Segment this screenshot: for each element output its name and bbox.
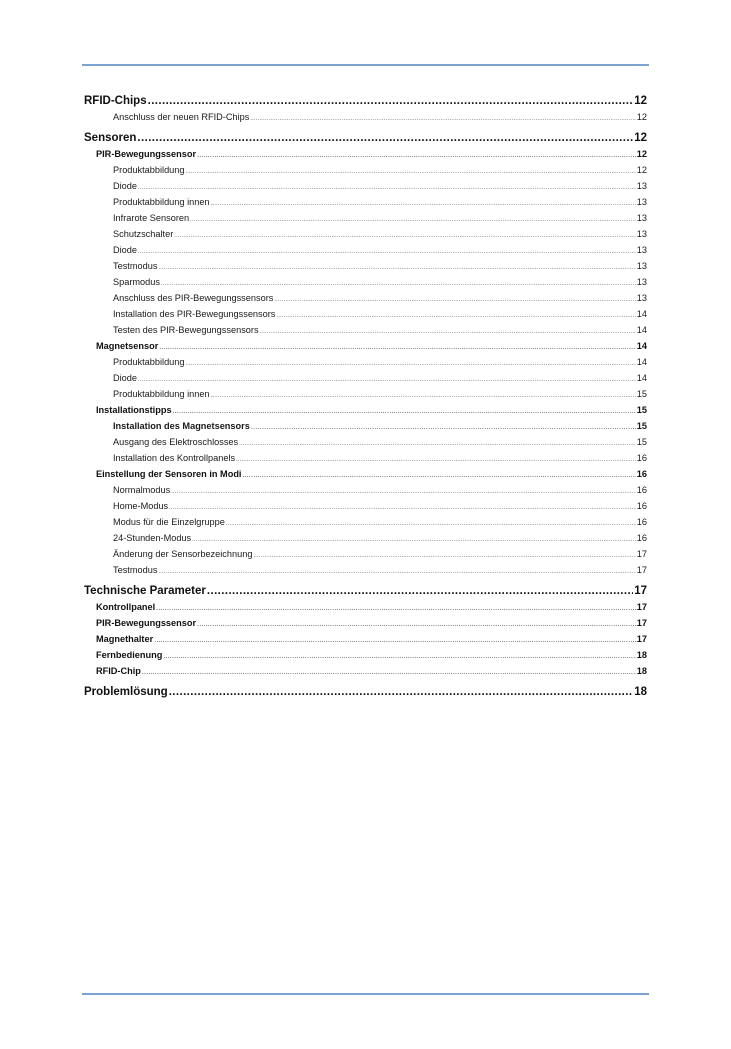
dot-leader <box>207 583 633 599</box>
toc-entry-title: PIR-Bewegungssensor <box>96 618 197 628</box>
toc-entry-title: Schutzschalter <box>113 229 174 239</box>
toc-entry[interactable] <box>84 615 647 631</box>
toc-entry-title: Testen des PIR-Bewegungssensors <box>113 325 259 335</box>
toc-entry-page-number: 15 <box>636 405 647 415</box>
toc-entry-page-number: 17 <box>636 618 647 628</box>
toc-entry-title: Produktabbildung innen <box>113 197 210 207</box>
toc-entry-page-number: 13 <box>636 277 647 287</box>
toc-entry[interactable] <box>84 178 647 194</box>
toc-entry-page-number: 14 <box>636 325 647 335</box>
toc-entry[interactable] <box>84 146 647 162</box>
toc-entry-title: 24-Stunden-Modus <box>113 533 192 543</box>
dot-leader <box>169 684 634 700</box>
toc-entry[interactable] <box>84 258 647 274</box>
toc-entry-title: Produktabbildung innen <box>113 389 210 399</box>
toc-entry-page-number: 17 <box>636 602 647 612</box>
toc-entry[interactable] <box>84 599 647 615</box>
toc-entry[interactable] <box>84 647 647 663</box>
toc-entry-title: RFID-Chips <box>84 95 147 107</box>
dot-leader <box>148 93 634 109</box>
toc-entry-title: Technische Parameter <box>84 585 206 597</box>
toc-entry-page-number: 13 <box>636 213 647 223</box>
dot-leader <box>138 372 636 386</box>
dot-leader <box>197 617 636 631</box>
toc-entry-page-number: 13 <box>636 181 647 191</box>
toc-entry-title: Produktabbildung <box>113 357 185 367</box>
toc-entry-title: Anschluss des PIR-Bewegungssensors <box>113 293 274 303</box>
toc-entry[interactable] <box>84 562 647 578</box>
dot-leader <box>211 196 636 210</box>
dot-leader <box>236 452 636 466</box>
toc-entry-page-number: 13 <box>636 245 647 255</box>
toc-entry-page-number: 14 <box>636 341 647 351</box>
toc-entry-title: Kontrollpanel <box>96 602 156 612</box>
dot-leader <box>186 164 636 178</box>
toc-entry[interactable] <box>84 306 647 322</box>
toc-entry[interactable] <box>84 498 647 514</box>
toc-entry[interactable] <box>84 274 647 290</box>
toc-entry-page-number: 15 <box>636 389 647 399</box>
toc-entry-page-number: 14 <box>636 357 647 367</box>
toc-entry-title: Diode <box>113 373 138 383</box>
toc-entry[interactable] <box>84 386 647 402</box>
toc-entry-title: Installation des PIR-Bewegungssensors <box>113 309 276 319</box>
toc-entry-page-number: 18 <box>634 686 647 698</box>
toc-entry-title: Magnethalter <box>96 634 154 644</box>
toc-entry[interactable] <box>84 583 647 599</box>
toc-entry-page-number: 16 <box>636 533 647 543</box>
toc-entry[interactable] <box>84 546 647 562</box>
dot-leader <box>159 340 635 354</box>
toc-entry-page-number: 15 <box>636 421 647 431</box>
toc-entry-title: Normalmodus <box>113 485 171 495</box>
toc-entry-page-number: 16 <box>636 485 647 495</box>
dot-leader <box>186 356 636 370</box>
toc-entry-page-number: 16 <box>636 517 647 527</box>
toc-entry[interactable] <box>84 663 647 679</box>
toc-entry-title: Anschluss der neuen RFID-Chips <box>113 112 250 122</box>
toc-entry[interactable] <box>84 130 647 146</box>
toc-entry-title: Installationstipps <box>96 405 172 415</box>
toc-entry[interactable] <box>84 450 647 466</box>
toc-entry[interactable] <box>84 338 647 354</box>
toc-entry-page-number: 13 <box>636 261 647 271</box>
dot-leader <box>171 484 636 498</box>
dot-leader <box>251 420 636 434</box>
toc-entry-page-number: 18 <box>636 666 647 676</box>
toc-entry-page-number: 14 <box>636 309 647 319</box>
toc-entry[interactable] <box>84 242 647 258</box>
toc-entry-title: Fernbedienung <box>96 650 163 660</box>
dot-leader <box>173 404 636 418</box>
toc-entry[interactable] <box>84 162 647 178</box>
dot-leader <box>276 308 635 322</box>
toc-entry-page-number: 13 <box>636 229 647 239</box>
table-of-contents <box>84 93 647 700</box>
toc-entry-page-number: 16 <box>636 453 647 463</box>
dot-leader <box>197 148 636 162</box>
dot-leader <box>239 436 636 450</box>
toc-entry-page-number: 16 <box>636 469 647 479</box>
dot-leader <box>156 601 636 615</box>
dot-leader <box>192 532 636 546</box>
dot-leader <box>137 130 633 146</box>
toc-entry-title: Ausgang des Elektroschlosses <box>113 437 239 447</box>
dot-leader <box>154 633 636 647</box>
toc-entry-title: Installation des Magnetsensors <box>113 421 250 431</box>
dot-leader <box>211 388 636 402</box>
toc-entry-page-number: 13 <box>636 293 647 303</box>
toc-entry-page-number: 15 <box>636 437 647 447</box>
toc-entry-title: Installation des Kontrollpanels <box>113 453 236 463</box>
toc-entry-page-number: 17 <box>636 549 647 559</box>
dot-leader <box>250 111 635 125</box>
toc-entry[interactable] <box>84 482 647 498</box>
dot-leader <box>158 564 635 578</box>
toc-entry[interactable] <box>84 418 647 434</box>
toc-entry[interactable] <box>84 684 647 700</box>
toc-entry-page-number: 17 <box>634 585 647 597</box>
toc-entry-title: Diode <box>113 245 138 255</box>
toc-entry[interactable] <box>84 514 647 530</box>
dot-leader <box>142 665 636 679</box>
dot-leader <box>163 649 635 663</box>
toc-entry-title: Testmodus <box>113 261 158 271</box>
toc-entry-title: Home-Modus <box>113 501 169 511</box>
dot-leader <box>274 292 635 306</box>
toc-entry[interactable] <box>84 290 647 306</box>
toc-entry-title: RFID-Chip <box>96 666 141 676</box>
toc-entry[interactable] <box>84 370 647 386</box>
toc-entry-page-number: 18 <box>636 650 647 660</box>
toc-entry[interactable] <box>84 109 647 125</box>
toc-entry-title: Sparmodus <box>113 277 160 287</box>
toc-entry[interactable] <box>84 210 647 226</box>
toc-entry-page-number: 17 <box>636 565 647 575</box>
toc-entry-page-number: 12 <box>636 112 647 122</box>
toc-entry-title: Sensoren <box>84 132 137 144</box>
toc-entry-page-number: 14 <box>636 373 647 383</box>
toc-entry[interactable] <box>84 631 647 647</box>
dot-leader <box>138 180 636 194</box>
toc-entry[interactable] <box>84 530 647 546</box>
toc-entry[interactable] <box>84 434 647 450</box>
toc-entry-page-number: 17 <box>636 634 647 644</box>
dot-leader <box>242 468 635 482</box>
toc-entry-title: Problemlösung <box>84 686 168 698</box>
toc-entry-page-number: 16 <box>636 501 647 511</box>
dot-leader <box>169 500 636 514</box>
toc-entry-page-number: 12 <box>634 95 647 107</box>
toc-entry-title: PIR-Bewegungssensor <box>96 149 197 159</box>
toc-entry-title: Magnetsensor <box>96 341 159 351</box>
toc-entry-title: Testmodus <box>113 565 158 575</box>
toc-entry[interactable] <box>84 226 647 242</box>
dot-leader <box>253 548 635 562</box>
toc-entry[interactable] <box>84 402 647 418</box>
toc-entry-title: Diode <box>113 181 138 191</box>
toc-entry[interactable] <box>84 93 647 109</box>
toc-entry[interactable] <box>84 194 647 210</box>
toc-entry-page-number: 12 <box>636 165 647 175</box>
toc-entry-title: Produktabbildung <box>113 165 185 175</box>
dot-leader <box>138 244 636 258</box>
top-divider <box>82 64 649 66</box>
toc-entry-title: Änderung der Sensorbezeichnung <box>113 549 253 559</box>
toc-entry-page-number: 12 <box>634 132 647 144</box>
dot-leader <box>158 260 635 274</box>
toc-entry[interactable] <box>84 354 647 370</box>
toc-entry-page-number: 13 <box>636 197 647 207</box>
toc-entry-title: Modus für die Einzelgruppe <box>113 517 225 527</box>
toc-entry-title: Einstellung der Sensoren in Modi <box>96 469 242 479</box>
dot-leader <box>161 276 636 290</box>
toc-entry[interactable] <box>84 322 647 338</box>
dot-leader <box>174 228 636 242</box>
dot-leader <box>190 212 636 226</box>
bottom-divider <box>82 993 649 995</box>
dot-leader <box>226 516 636 530</box>
toc-entry[interactable] <box>84 466 647 482</box>
toc-entry-page-number: 12 <box>636 149 647 159</box>
toc-entry-title: Infrarote Sensoren <box>113 213 190 223</box>
dot-leader <box>260 324 636 338</box>
